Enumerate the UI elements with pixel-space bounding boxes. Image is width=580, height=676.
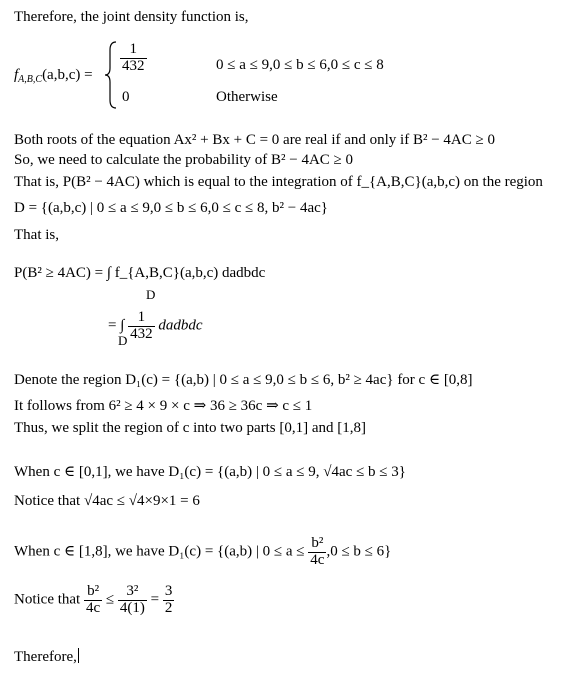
density-case1-frac: [120, 42, 147, 75]
para5-le: ≤: [105, 591, 115, 608]
para2-line3: Thus, we split the region of c into two parts [0,1] and [1,8]: [14, 420, 367, 436]
integral-line1: P(B² ≥ 4AC) = ∫ f_{A,B,C}(a,b,c) dadbdc: [14, 265, 266, 281]
case1-num: 1: [120, 42, 147, 59]
integral-frac-den: 432: [130, 325, 153, 342]
para2-line2: It follows from 6² ≥ 4 × 9 × c ⇒ 36 ≥ 36c ⇒ c ≤ 1: [14, 398, 313, 414]
para1-line3: That is, P(B² − 4AC) which is equal to the integration of f_{A,B,C}(a,b,c) on the region: [14, 174, 543, 190]
density-case2-val: 0: [122, 89, 130, 105]
density-lhs: [14, 68, 93, 85]
left-brace-icon: [104, 40, 118, 110]
integral-sub-d1: D: [146, 287, 156, 302]
para5-f3-den: 2: [164, 599, 173, 616]
para5-prefix: Notice that: [14, 591, 81, 608]
para5-eq: =: [150, 591, 160, 608]
integral-sub-d2: D: [118, 333, 128, 348]
density-sub: A,B,C: [18, 74, 43, 85]
density-f: f: [14, 67, 19, 83]
density-case2-cond: Otherwise: [216, 89, 278, 105]
para1-line5: That is,: [14, 227, 59, 243]
para5-line: [14, 584, 174, 617]
case1-den: 432: [122, 57, 145, 74]
para5-f2-den: 4(1): [119, 599, 145, 616]
integral-frac-num: 1: [128, 310, 155, 327]
para5-f3-num: 3: [164, 583, 173, 599]
para5-f1-num: b²: [84, 584, 102, 601]
para3-line2: Notice that √4ac ≤ √4×9×1 = 6: [14, 493, 200, 509]
para1-line2: So, we need to calculate the probability of B² − 4AC ≥ 0: [14, 152, 354, 168]
para4-line: [14, 536, 391, 569]
density-args: (a,b,c) =: [42, 67, 93, 83]
closing-line[interactable]: [14, 648, 79, 665]
integral-line2-prefix: = ∫: [108, 317, 125, 334]
para1-line4: D = {(a,b,c) | 0 ≤ a ≤ 9,0 ≤ b ≤ 6,0 ≤ c ≤ 8, b² − 4ac}: [14, 200, 328, 216]
para5-f1-den: 4c: [85, 599, 101, 616]
para5-f2-num: 3²: [118, 584, 147, 601]
para1-line1: Both roots of the equation Ax² + Bx + C = 0 are real if and only if B² − 4AC ≥ 0: [14, 132, 496, 148]
density-case1-cond: 0 ≤ a ≤ 9,0 ≤ b ≤ 6,0 ≤ c ≤ 8: [216, 57, 384, 73]
para4-frac-num: b²: [308, 536, 326, 553]
para3-line1: When c ∈ [0,1], we have D₁(c) = {(a,b) | 0 ≤ a ≤ 9, √4ac ≤ b ≤ 3}: [14, 464, 406, 480]
para4-frac-den: 4c: [310, 551, 325, 568]
integral-line2-suffix: dadbdc: [158, 317, 203, 334]
para2-line1: Denote the region D₁(c) = {(a,b) | 0 ≤ a ≤ 9,0 ≤ b ≤ 6, b² ≥ 4ac} for c ∈ [0,8]: [14, 372, 473, 388]
closing-text: Therefore,: [14, 649, 77, 665]
text-cursor: [78, 648, 79, 663]
para4-prefix: When c ∈ [1,8], we have D₁(c) = {(a,b) | 0 ≤ a ≤: [14, 543, 305, 560]
para4-suffix: ,0 ≤ b ≤ 6}: [326, 543, 392, 560]
intro-text: Therefore, the joint density function is,: [14, 9, 249, 25]
